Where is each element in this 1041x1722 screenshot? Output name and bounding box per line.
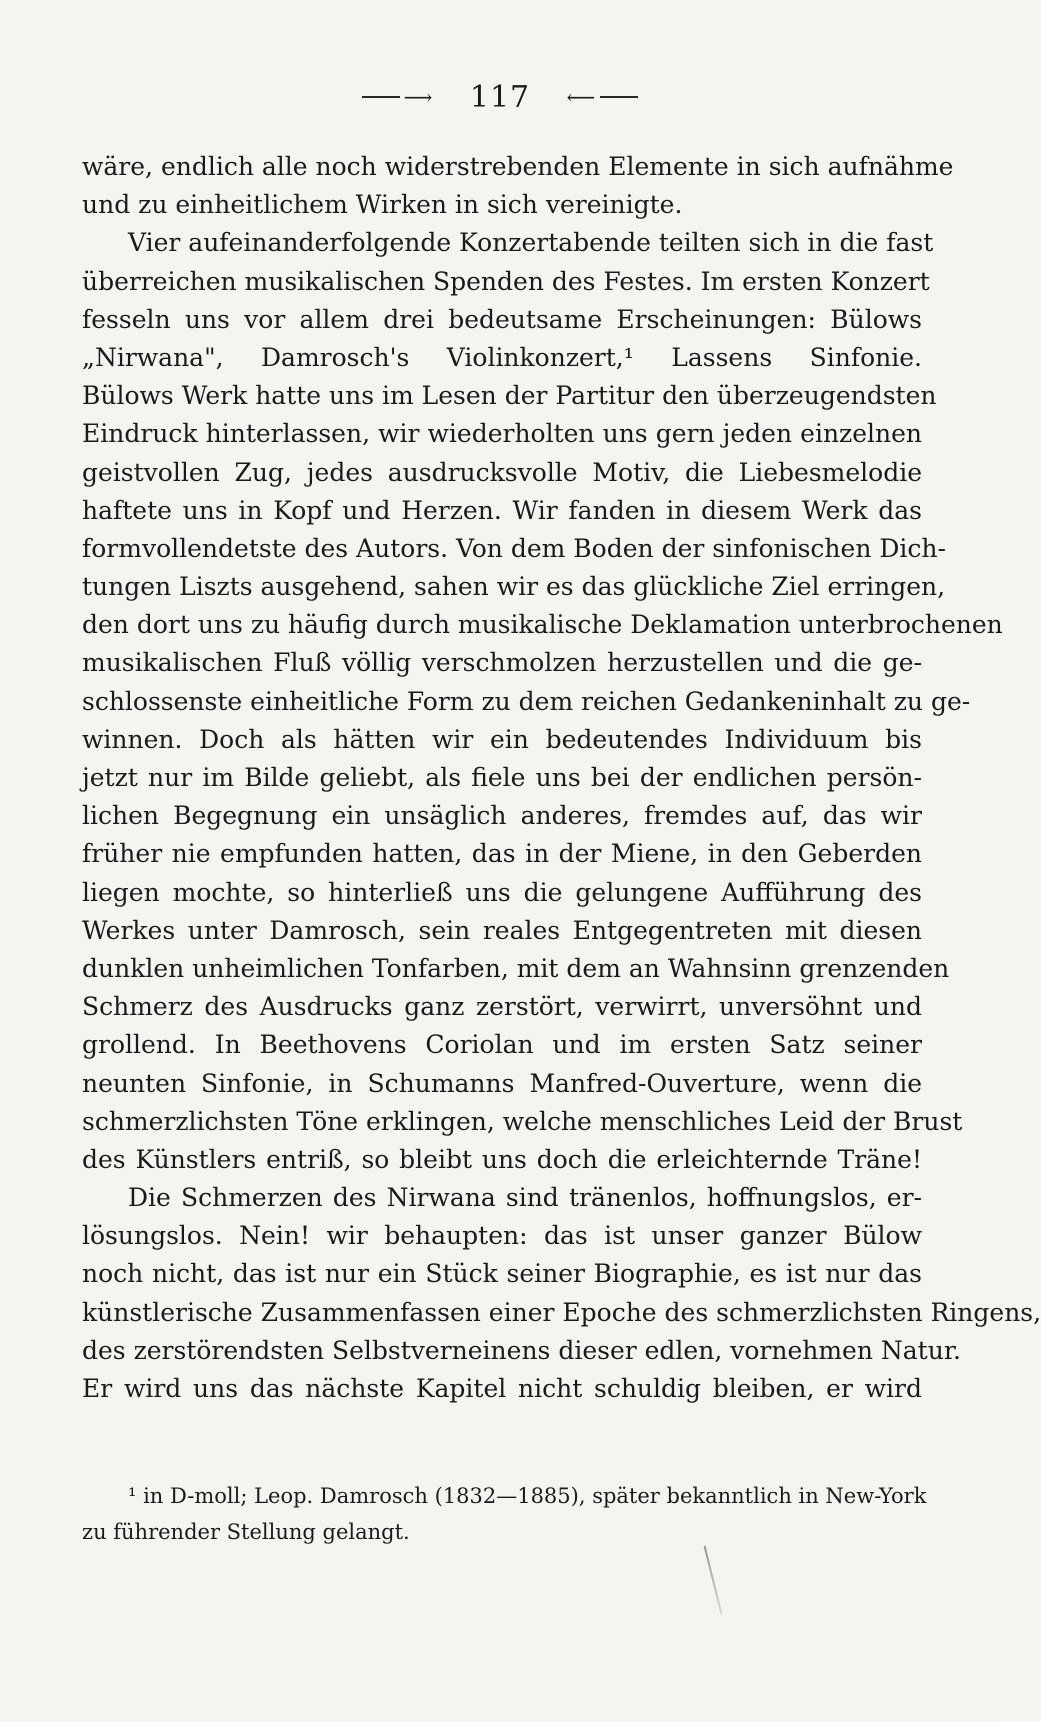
text-line: künstlerische Zusammenfassen einer Epoche des schmerzlichsten Ringens,: [82, 1297, 1041, 1327]
footnote-line: ¹ in D-moll; Leop. Damrosch (1832—1885), später bekanntlich in New-York: [128, 1484, 927, 1508]
text-line: Schmerz des Ausdrucks ganz zerstört, verwirrt, unversöhnt und: [82, 992, 922, 1022]
text-line: geistvollen Zug, jedes ausdrucksvolle Motiv, die Liebesmelodie: [82, 457, 922, 487]
page-number: 117: [469, 79, 531, 115]
header-rule-left: [362, 96, 400, 98]
text-line: jetzt nur im Bilde geliebt, als fiele uns bei der endlichen persön-: [82, 763, 922, 792]
text-line: überreichen musikalischen Spenden des Festes. Im ersten Konzert: [82, 266, 930, 296]
text-line: Werkes unter Damrosch, sein reales Entgegentreten mit diesen: [82, 915, 922, 945]
text-line: und zu einheitlichem Wirken in sich vereinigte.: [82, 190, 683, 220]
text-line: des zerstörendsten Selbstverneinens dieser edlen, vornehmen Natur.: [82, 1335, 961, 1365]
body-text: [82, 148, 1041, 1408]
text-line: liegen mochte, so hinterließ uns die gelungene Aufführung des: [82, 877, 922, 907]
text-line: haftete uns in Kopf und Herzen. Wir fanden in diesem Werk das: [82, 495, 922, 525]
text-line: Die Schmerzen des Nirwana sind tränenlos, hoffnungslos, er-: [128, 1183, 922, 1213]
text-line: Er wird uns das nächste Kapitel nicht schuldig bleiben, er wird: [82, 1374, 922, 1403]
text-line: Eindruck hinterlassen, wir wiederholten uns gern jeden einzelnen: [82, 419, 922, 449]
text-line: dunklen unheimlichen Tonfarben, mit dem an Wahnsinn grenzenden: [82, 953, 950, 983]
footnote-line: zu führender Stellung gelangt.: [82, 1520, 410, 1544]
text-line: formvollendetste des Autors. Von dem Boden der sinfonischen Dich-: [82, 533, 946, 563]
text-line: musikalischen Fluß völlig verschmolzen herzustellen und die ge-: [82, 648, 922, 678]
header-ornament-left: ⟶: [403, 85, 434, 109]
text-line: Bülows Werk hatte uns im Lesen der Partitur den überzeugendsten: [82, 381, 937, 411]
text-line: den dort uns zu häufig durch musikalische Deklamation unterbrochenen: [82, 610, 1003, 640]
text-line: schmerzlichsten Töne erklingen, welche menschliches Leid der Brust: [82, 1106, 963, 1136]
text-line: neunten Sinfonie, in Schumanns Manfred-Ouverture, wenn die: [82, 1068, 922, 1098]
text-line: schlossenste einheitliche Form zu dem reichen Gedankeninhalt zu ge-: [82, 686, 971, 716]
text-line: wäre, endlich alle noch widerstrebenden Elemente in sich aufnähme: [82, 152, 954, 181]
page-header: [0, 78, 1000, 115]
header-rule-right: [600, 96, 638, 98]
text-line: lösungslos. Nein! wir behaupten: das ist unser ganzer Bülow: [82, 1221, 922, 1251]
text-line: des Künstlers entriß, so bleibt uns doch die erleichternde Träne!: [82, 1144, 922, 1174]
text-line: grollend. In Beethovens Coriolan und im ersten Satz seiner: [82, 1030, 922, 1060]
text-line: früher nie empfunden hatten, das in der Miene, in den Geberden: [82, 839, 922, 869]
text-line: „Nirwana", Damrosch's Violinkonzert,¹ Lassens Sinfonie.: [82, 342, 922, 372]
text-line: noch nicht, das ist nur ein Stück seiner Biographie, es ist nur das: [82, 1259, 922, 1289]
header-ornament-right: ⟵: [566, 85, 597, 109]
pencil-mark: [704, 1546, 723, 1614]
text-line: fesseln uns vor allem drei bedeutsame Erscheinungen: Bülows: [82, 304, 922, 334]
text-line: lichen Begegnung ein unsäglich anderes, fremdes auf, das wir: [82, 801, 922, 831]
text-line: tungen Liszts ausgehend, sahen wir es das glückliche Ziel erringen,: [82, 572, 946, 602]
text-line: winnen. Doch als hätten wir ein bedeutendes Individuum bis: [82, 724, 922, 754]
text-line: Vier aufeinanderfolgende Konzertabende teilten sich in die fast: [128, 228, 934, 258]
footnotes: [82, 1478, 927, 1550]
